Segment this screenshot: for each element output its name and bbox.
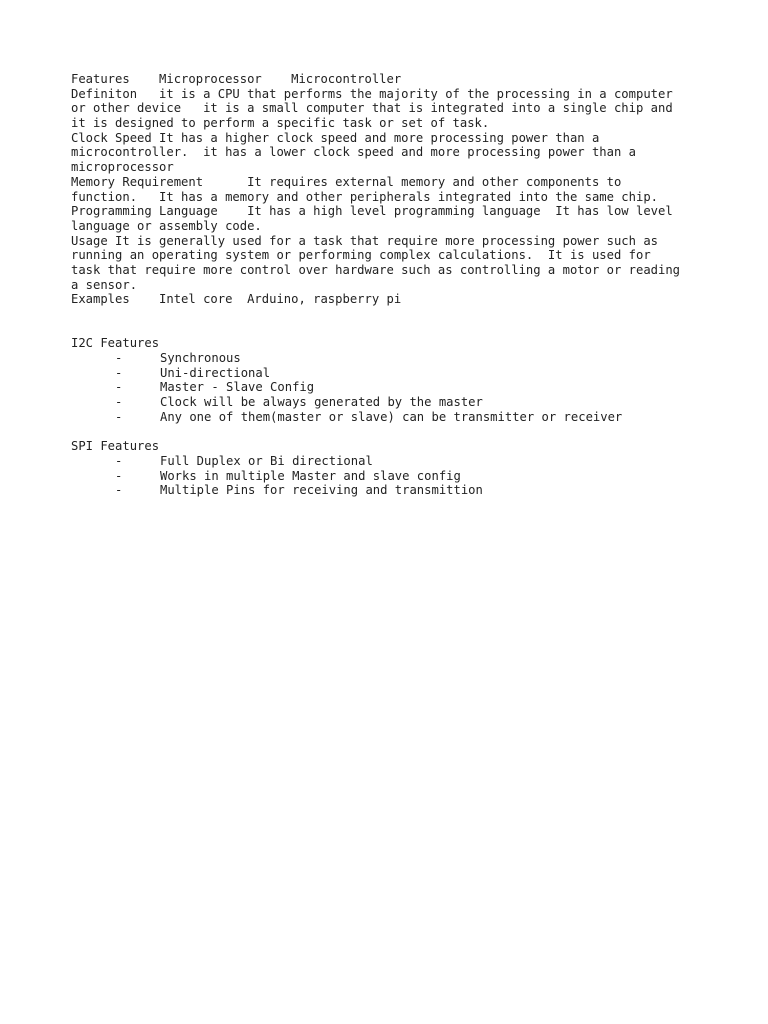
list-item-text: Any one of them(master or slave) can be transmitter or receiver (160, 409, 623, 424)
comparison-line: microprocessor (71, 160, 174, 175)
comparison-line: language or assembly code. (71, 218, 262, 233)
comparison-line: task that require more control over hardware such as controlling a motor or reading (71, 262, 681, 277)
list-item (71, 469, 711, 484)
bullet-dash: - (115, 351, 123, 366)
comparison-line: microcontroller. it has a lower clock speed and more processing power than a (71, 145, 636, 160)
list-item-text: Master - Slave Config (160, 380, 315, 395)
list-item (71, 483, 711, 498)
bullet-dash: - (115, 395, 123, 410)
list-item (71, 410, 711, 425)
comparison-line: Memory Requirement It requires external memory and other components to (71, 174, 622, 189)
list-item (71, 351, 711, 366)
bullet-dash: - (115, 453, 123, 468)
list-item (71, 454, 711, 469)
comparison-section (71, 72, 711, 307)
list-item-text: Multiple Pins for receiving and transmittion (160, 483, 483, 498)
comparison-line: a sensor. (71, 277, 138, 292)
comparison-line: Clock Speed It has a higher clock speed and more processing power than a (71, 130, 600, 145)
comparison-line: function. It has a memory and other peripherals integrated into the same chip. (71, 189, 658, 204)
comparison-header-line: Features Microprocessor Microcontroller (71, 72, 402, 86)
i2c-section (71, 336, 711, 424)
bullet-dash: - (115, 380, 123, 395)
bullet-dash: - (115, 409, 123, 424)
comparison-line: or other device it is a small computer that is integrated into a single chip and (71, 101, 673, 116)
bullet-dash: - (115, 483, 123, 498)
bullet-dash: - (115, 365, 123, 380)
spacer (71, 425, 711, 440)
list-item-text: Uni-directional (160, 365, 271, 380)
list-item-text: Works in multiple Master and slave config (160, 468, 461, 483)
comparison-line: it is designed to perform a specific task or set of task. (71, 116, 490, 131)
list-item (71, 366, 711, 381)
comparison-line: Usage It is generally used for a task that require more processing power such as (71, 233, 658, 248)
document-page (71, 72, 711, 498)
comparison-line: Programming Language It has a high level programming language It has low level (71, 204, 673, 219)
list-item (71, 395, 711, 410)
spacer (71, 322, 711, 337)
list-item-text: Clock will be always generated by the master (160, 395, 483, 410)
bullet-dash: - (115, 468, 123, 483)
comparison-line: Examples Intel core Arduino, raspberry pi (71, 292, 402, 307)
spacer (71, 307, 711, 322)
spi-heading: SPI Features (71, 439, 160, 454)
spi-section (71, 439, 711, 498)
list-item (71, 380, 711, 395)
comparison-line: Definiton it is a CPU that performs the majority of the processing in a computer (71, 86, 673, 101)
list-item-text: Synchronous (160, 351, 241, 366)
list-item-text: Full Duplex or Bi directional (160, 453, 373, 468)
comparison-line: running an operating system or performing complex calculations. It is used for (71, 248, 651, 263)
i2c-heading: I2C Features (71, 336, 160, 351)
